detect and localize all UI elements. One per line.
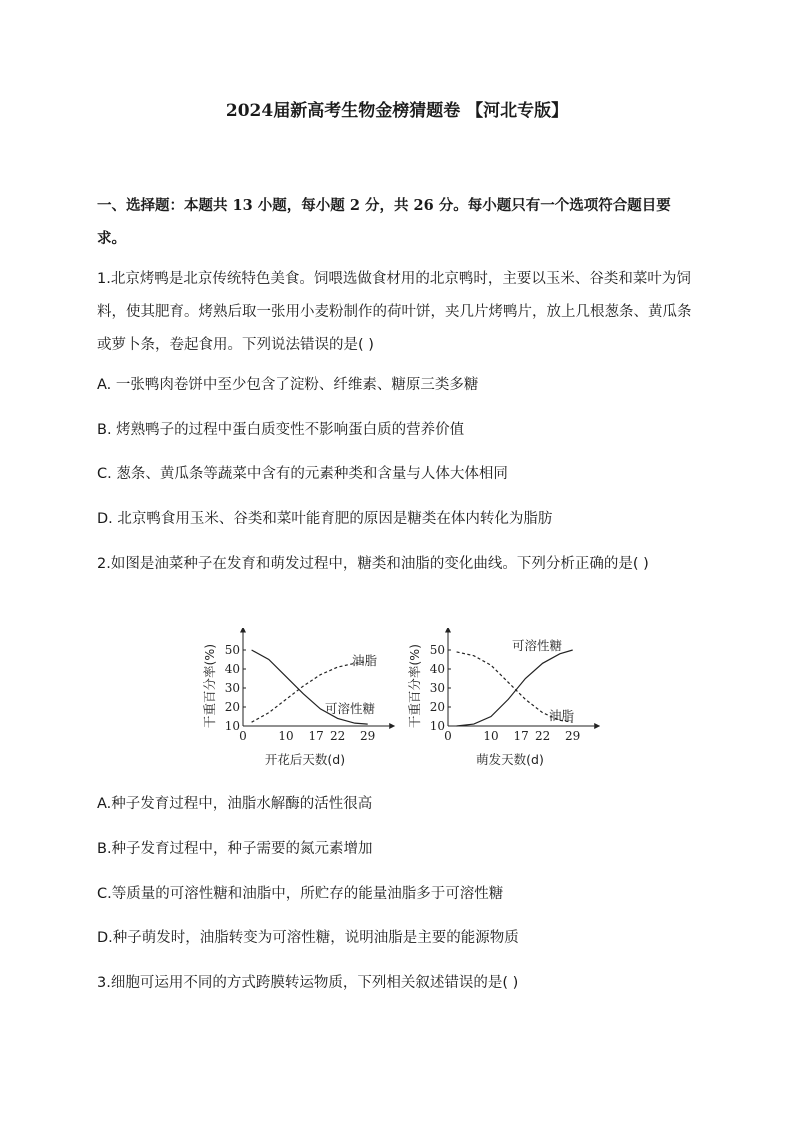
x-tick-label: 17 xyxy=(513,729,529,743)
series-label: 可溶性糖 xyxy=(512,638,563,653)
y-axis-arrow xyxy=(240,628,246,633)
question-1-option-c: C. 葱条、黄瓜条等蔬菜中含有的元素种类和含量与人体大体相同 xyxy=(97,466,508,482)
x-tick-label: 10 xyxy=(483,729,499,743)
y-tick-label: 10 xyxy=(429,719,445,733)
question-2-option-b: B.种子发育过程中，种子需要的氮元素增加 xyxy=(97,841,373,857)
x-axis-arrow xyxy=(594,723,600,729)
x-axis-label: 萌发天数(d) xyxy=(476,752,544,767)
y-tick-label: 40 xyxy=(224,662,240,676)
section-heading: 一、选择题：本题共 13 小题，每小题 2 分，共 26 分。每小题只有一个选项符合题目要求。 xyxy=(97,197,671,247)
y-tick-label: 30 xyxy=(224,681,240,695)
y-axis-arrow xyxy=(445,628,451,633)
question-2-option-a: A.种子发育过程中，油脂水解酶的活性很高 xyxy=(97,796,373,812)
y-tick-label: 30 xyxy=(429,681,445,695)
chart-germination xyxy=(407,628,600,767)
series-label: 可溶性糖 xyxy=(325,701,376,716)
chart-flowering xyxy=(202,628,395,767)
y-tick-label: 10 xyxy=(224,719,240,733)
series-label: 油脂 xyxy=(549,708,575,723)
y-tick-label: 20 xyxy=(224,700,240,714)
oil-sugar-figure xyxy=(200,628,600,776)
x-axis-arrow xyxy=(389,723,395,729)
y-tick-label: 40 xyxy=(429,662,445,676)
y-tick-label: 20 xyxy=(429,700,445,714)
x-tick-label: 29 xyxy=(360,729,376,743)
question-1-option-a: A. 一张鸭肉卷饼中至少包含了淀粉、纤维素、糖原三类多糖 xyxy=(97,377,479,393)
x-axis-label: 开花后天数(d) xyxy=(264,752,346,767)
question-1-stem: 1.北京烤鸭是北京传统特色美食。饲喂选做食材用的北京鸭时，主要以玉米、谷类和菜叶为饲料，使其肥育。烤熟后取一张用小麦粉制作的荷叶饼，夹几片烤鸭片，放上几根葱条、黄瓜条或萝卜条，卷起食用。下列说法错误的是( ) xyxy=(97,271,692,353)
question-1-option-d: D. 北京鸭食用玉米、谷类和菜叶能育肥的原因是糖类在体内转化为脂肪 xyxy=(97,511,553,527)
question-3-stem: 3.细胞可运用不同的方式跨膜转运物质，下列相关叙述错误的是( ) xyxy=(97,975,519,991)
x-tick-label: 0 xyxy=(444,729,452,743)
y-tick-label: 50 xyxy=(224,643,240,657)
x-tick-label: 29 xyxy=(565,729,581,743)
x-tick-label: 22 xyxy=(534,729,551,743)
y-tick-label: 50 xyxy=(429,643,445,657)
y-axis-label: 干重百分率(%) xyxy=(202,643,217,729)
question-2-option-c: C.等质量的可溶性糖和油脂中，所贮存的能量油脂多于可溶性糖 xyxy=(97,886,504,902)
question-2-option-d: D.种子萌发时，油脂转变为可溶性糖，说明油脂是主要的能源物质 xyxy=(97,930,519,946)
x-tick-label: 0 xyxy=(239,729,247,743)
question-2-stem: 2.如图是油菜种子在发育和萌发过程中，糖类和油脂的变化曲线。下列分析正确的是( ) xyxy=(97,556,649,572)
series-label: 油脂 xyxy=(352,653,378,668)
y-axis-label: 干重百分率(%) xyxy=(407,643,422,729)
page-title: 2024届新高考生物金榜猜题卷 【河北专版】 xyxy=(225,101,569,121)
x-tick-label: 22 xyxy=(329,729,346,743)
x-tick-label: 17 xyxy=(308,729,324,743)
question-1-option-b: B. 烤熟鸭子的过程中蛋白质变性不影响蛋白质的营养价值 xyxy=(97,422,465,438)
x-tick-label: 10 xyxy=(278,729,294,743)
